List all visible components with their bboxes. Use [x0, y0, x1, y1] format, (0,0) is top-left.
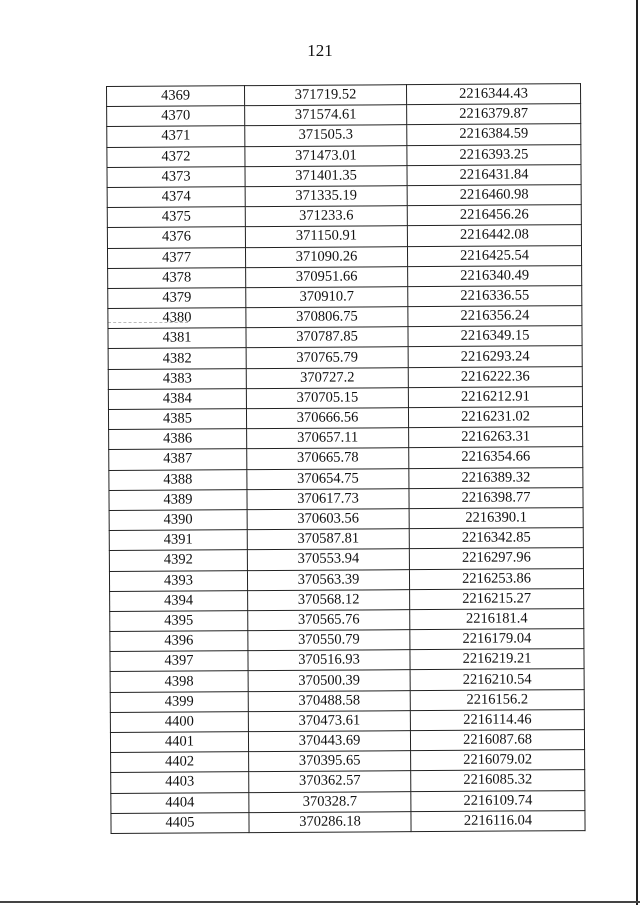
- point-number-cell: 4391: [109, 530, 247, 551]
- x-coordinate-cell: 370665.78: [247, 448, 409, 469]
- x-coordinate-cell: 371090.26: [245, 246, 407, 267]
- table-row: [109, 467, 583, 490]
- table-row: [111, 770, 585, 793]
- y-coordinate-cell: 2216222.36: [408, 366, 582, 387]
- point-number-cell: 4402: [111, 752, 249, 773]
- x-coordinate-cell: 371574.61: [245, 105, 407, 126]
- y-coordinate-cell: 2216085.32: [411, 770, 585, 791]
- table-row: [107, 104, 581, 127]
- point-number-cell: 4393: [109, 570, 247, 591]
- x-coordinate-cell: 370727.2: [246, 367, 408, 388]
- point-number-cell: 4370: [107, 106, 245, 127]
- y-coordinate-cell: 2216109.74: [411, 790, 585, 811]
- table-row: [108, 285, 582, 308]
- y-coordinate-cell: 2216460.98: [407, 185, 581, 206]
- x-coordinate-cell: 370328.7: [249, 791, 411, 812]
- table-row: [110, 629, 584, 652]
- table-row: [109, 528, 583, 551]
- y-coordinate-cell: 2216342.85: [409, 528, 583, 549]
- x-coordinate-cell: 370550.79: [248, 630, 410, 651]
- point-number-cell: 4373: [107, 166, 245, 187]
- x-coordinate-cell: 370568.12: [248, 589, 410, 610]
- point-number-cell: 4388: [109, 469, 247, 490]
- x-coordinate-cell: 370654.75: [247, 468, 409, 489]
- point-number-cell: 4397: [110, 651, 248, 672]
- point-number-cell: 4378: [108, 267, 246, 288]
- table-row: [108, 265, 582, 288]
- y-coordinate-cell: 2216212.91: [408, 386, 582, 407]
- table-row: [108, 346, 582, 369]
- x-coordinate-cell: 370657.11: [247, 428, 409, 449]
- x-coordinate-cell: 370488.58: [248, 690, 410, 711]
- y-coordinate-cell: 2216344.43: [406, 84, 580, 105]
- y-coordinate-cell: 2216087.68: [410, 730, 584, 751]
- y-coordinate-cell: 2216293.24: [408, 346, 582, 367]
- table-row: [107, 205, 581, 228]
- point-number-cell: 4381: [108, 328, 246, 349]
- x-coordinate-cell: 370705.15: [246, 387, 408, 408]
- point-number-cell: 4398: [110, 671, 248, 692]
- x-coordinate-cell: 371473.01: [245, 145, 407, 166]
- y-coordinate-cell: 2216456.26: [407, 205, 581, 226]
- y-coordinate-cell: 2216389.32: [409, 467, 583, 488]
- table-row: [107, 144, 581, 167]
- point-number-cell: 4369: [107, 86, 245, 107]
- y-coordinate-cell: 2216219.21: [410, 649, 584, 670]
- y-coordinate-cell: 2216116.04: [411, 810, 585, 831]
- table-row: [108, 366, 582, 389]
- y-coordinate-cell: 2216393.25: [407, 144, 581, 165]
- table-row: [107, 245, 581, 268]
- x-coordinate-cell: 370473.61: [248, 710, 410, 731]
- x-coordinate-cell: 370395.65: [249, 751, 411, 772]
- x-coordinate-cell: 370516.93: [248, 650, 410, 671]
- point-number-cell: 4401: [110, 732, 248, 753]
- point-number-cell: 4384: [108, 388, 246, 409]
- x-coordinate-cell: 370553.94: [247, 549, 409, 570]
- y-coordinate-cell: 2216336.55: [408, 285, 582, 306]
- x-coordinate-cell: 370563.39: [247, 569, 409, 590]
- table-row: [111, 790, 585, 813]
- table-row: [108, 407, 582, 430]
- x-coordinate-cell: 370617.73: [247, 488, 409, 509]
- point-number-cell: 4380: [108, 308, 246, 329]
- y-coordinate-cell: 2216384.59: [407, 124, 581, 145]
- y-coordinate-cell: 2216379.87: [407, 104, 581, 125]
- point-number-cell: 4394: [110, 590, 248, 611]
- x-coordinate-cell: 370443.69: [248, 731, 410, 752]
- point-number-cell: 4377: [107, 247, 245, 268]
- table-row: [109, 487, 583, 510]
- table-row: [110, 608, 584, 631]
- table-row: [109, 548, 583, 571]
- table-row: [107, 84, 581, 107]
- table-row: [110, 709, 584, 732]
- y-coordinate-cell: 2216079.02: [411, 750, 585, 771]
- point-number-cell: 4383: [108, 368, 246, 389]
- table-row: [109, 568, 583, 591]
- point-number-cell: 4404: [111, 792, 249, 813]
- x-coordinate-cell: 370286.18: [249, 811, 411, 832]
- table-row: [107, 185, 581, 208]
- x-coordinate-cell: 370587.81: [247, 529, 409, 550]
- table-row: [109, 447, 583, 470]
- point-number-cell: 4371: [107, 126, 245, 147]
- point-number-cell: 4376: [107, 227, 245, 248]
- point-number-cell: 4405: [111, 812, 249, 833]
- point-number-cell: 4379: [108, 288, 246, 309]
- table-row: [108, 306, 582, 329]
- point-number-cell: 4386: [109, 429, 247, 450]
- coordinates-table-body: [107, 84, 586, 834]
- table-row: [109, 427, 583, 450]
- y-coordinate-cell: 2216297.96: [409, 548, 583, 569]
- x-coordinate-cell: 371719.52: [245, 85, 407, 106]
- point-number-cell: 4396: [110, 631, 248, 652]
- x-coordinate-cell: 371505.3: [245, 125, 407, 146]
- x-coordinate-cell: 370765.79: [246, 347, 408, 368]
- y-coordinate-cell: 2216181.4: [410, 608, 584, 629]
- page-edge-right: [636, 0, 638, 905]
- y-coordinate-cell: 2216390.1: [409, 508, 583, 529]
- y-coordinate-cell: 2216340.49: [408, 265, 582, 286]
- y-coordinate-cell: 2216231.02: [408, 407, 582, 428]
- table-row: [111, 750, 585, 773]
- coordinates-table: [106, 83, 586, 834]
- x-coordinate-cell: 370565.76: [248, 610, 410, 631]
- y-coordinate-cell: 2216253.86: [409, 568, 583, 589]
- point-number-cell: 4374: [107, 187, 245, 208]
- table-row: [108, 326, 582, 349]
- y-coordinate-cell: 2216425.54: [407, 245, 581, 266]
- table-row: [107, 124, 581, 147]
- y-coordinate-cell: 2216210.54: [410, 669, 584, 690]
- point-number-cell: 4389: [109, 489, 247, 510]
- point-number-cell: 4385: [108, 409, 246, 430]
- table-row: [110, 649, 584, 672]
- page-edge-bottom: [0, 901, 640, 903]
- y-coordinate-cell: 2216398.77: [409, 487, 583, 508]
- table-row: [108, 386, 582, 409]
- point-number-cell: 4375: [107, 207, 245, 228]
- page-number: 121: [307, 41, 333, 60]
- x-coordinate-cell: 370362.57: [249, 771, 411, 792]
- table-row: [107, 164, 581, 187]
- x-coordinate-cell: 371335.19: [245, 186, 407, 207]
- y-coordinate-cell: 2216263.31: [409, 427, 583, 448]
- y-coordinate-cell: 2216442.08: [407, 225, 581, 246]
- point-number-cell: 4372: [107, 146, 245, 167]
- y-coordinate-cell: 2216179.04: [410, 629, 584, 650]
- point-number-cell: 4399: [110, 691, 248, 712]
- point-number-cell: 4387: [109, 449, 247, 470]
- x-coordinate-cell: 370806.75: [246, 307, 408, 328]
- x-coordinate-cell: 370787.85: [246, 327, 408, 348]
- x-coordinate-cell: 371150.91: [245, 226, 407, 247]
- x-coordinate-cell: 371233.6: [245, 206, 407, 227]
- table-row: [110, 669, 584, 692]
- table-row: [110, 588, 584, 611]
- y-coordinate-cell: 2216215.27: [410, 588, 584, 609]
- point-number-cell: 4395: [110, 611, 248, 632]
- table-row: [111, 810, 585, 833]
- x-coordinate-cell: 370951.66: [246, 266, 408, 287]
- x-coordinate-cell: 370500.39: [248, 670, 410, 691]
- point-number-cell: 4392: [109, 550, 247, 571]
- table-row: [107, 225, 581, 248]
- y-coordinate-cell: 2216156.2: [410, 689, 584, 710]
- x-coordinate-cell: 370603.56: [247, 509, 409, 530]
- x-coordinate-cell: 370910.7: [246, 287, 408, 308]
- x-coordinate-cell: 371401.35: [245, 165, 407, 186]
- y-coordinate-cell: 2216431.84: [407, 164, 581, 185]
- y-coordinate-cell: 2216354.66: [409, 447, 583, 468]
- point-number-cell: 4382: [108, 348, 246, 369]
- table-row: [110, 730, 584, 753]
- y-coordinate-cell: 2216356.24: [408, 306, 582, 327]
- point-number-cell: 4390: [109, 510, 247, 531]
- y-coordinate-cell: 2216114.46: [410, 709, 584, 730]
- table-row: [110, 689, 584, 712]
- point-number-cell: 4400: [110, 711, 248, 732]
- table-row: [109, 508, 583, 531]
- y-coordinate-cell: 2216349.15: [408, 326, 582, 347]
- x-coordinate-cell: 370666.56: [246, 408, 408, 429]
- point-number-cell: 4403: [111, 772, 249, 793]
